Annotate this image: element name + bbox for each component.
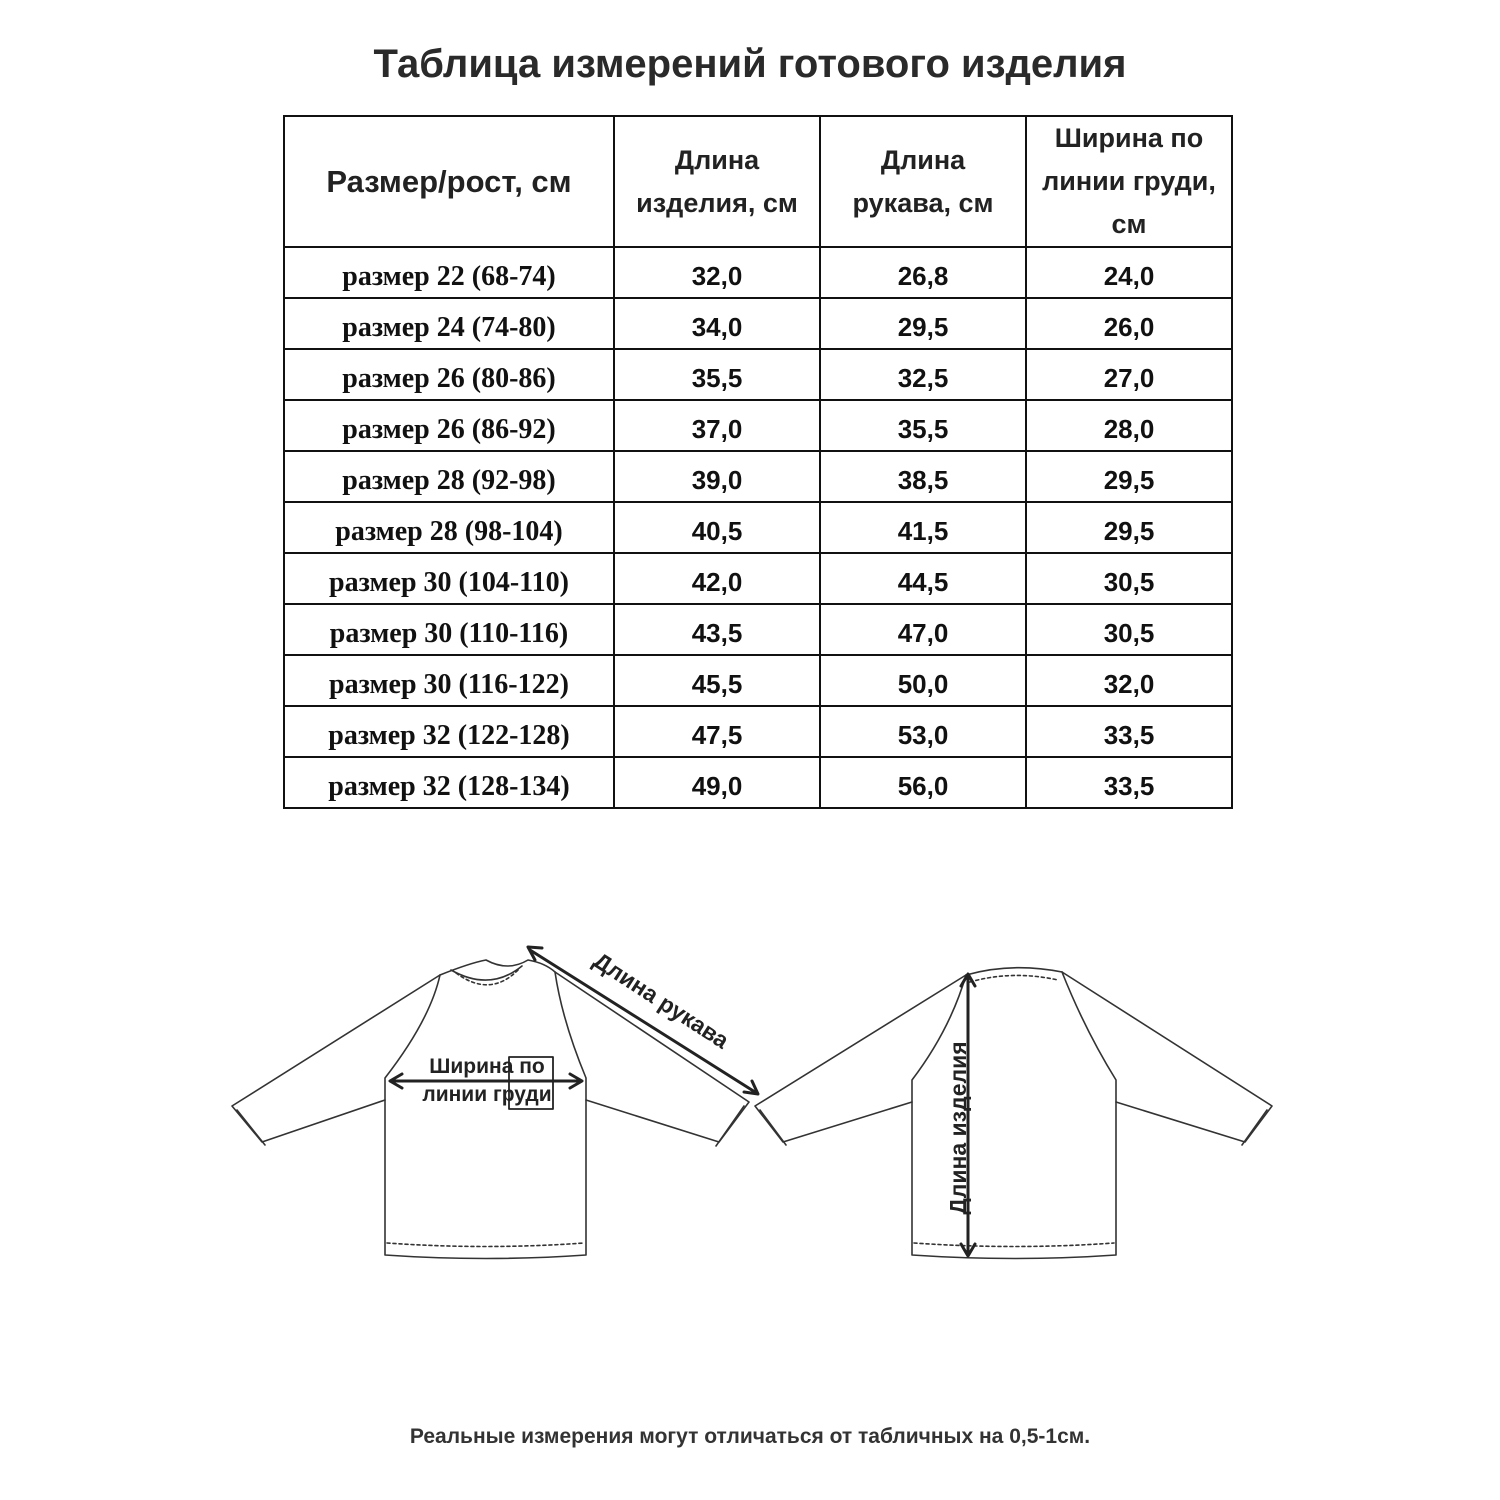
length-cell <box>614 502 820 553</box>
cell-text: 29,5 <box>1103 465 1155 495</box>
chest-cell <box>1026 553 1232 604</box>
chest-cell <box>1026 400 1232 451</box>
table-row <box>284 349 1232 400</box>
cell-text: 56,0 <box>897 771 949 801</box>
table-row <box>284 604 1232 655</box>
table-row <box>284 553 1232 604</box>
sleeve-cell <box>820 451 1026 502</box>
cell-text: 40,5 <box>691 516 743 546</box>
table-row <box>284 757 1232 808</box>
sleeve-cell <box>820 553 1026 604</box>
chest-cell <box>1026 349 1232 400</box>
cell-text: размер 30 (110-116) <box>329 617 569 649</box>
cell-text: 32,0 <box>1103 669 1155 699</box>
size-cell <box>284 502 614 553</box>
cell-text: 49,0 <box>691 771 743 801</box>
cell-text: размер 26 (80-86) <box>342 362 556 394</box>
sleeve-cell <box>820 400 1026 451</box>
sleeve-arrow <box>530 950 755 1092</box>
header-length <box>614 116 820 247</box>
chest-cell <box>1026 247 1232 298</box>
cell-text: 44,5 <box>897 567 949 597</box>
length-cell <box>614 400 820 451</box>
cell-text: 27,0 <box>1103 363 1155 393</box>
cell-text: 42,0 <box>691 567 743 597</box>
cell-text: размер 32 (122-128) <box>328 719 570 751</box>
header-sleeve <box>820 116 1026 247</box>
cell-text: 39,0 <box>691 465 743 495</box>
sleeve-cell <box>820 502 1026 553</box>
chest-cell <box>1026 757 1232 808</box>
table-row <box>284 298 1232 349</box>
back-shirt-sketch <box>755 968 1272 1259</box>
size-cell <box>284 553 614 604</box>
page-title: Таблица измерений готового изделия <box>373 42 1127 86</box>
sleeve-cell <box>820 604 1026 655</box>
cell-text: 35,5 <box>897 414 949 444</box>
length-label: Длина изделия <box>945 1041 971 1215</box>
cell-text: размер 26 (86-92) <box>342 413 556 445</box>
chest-cell <box>1026 706 1232 757</box>
cell-text: 24,0 <box>1103 261 1155 291</box>
sleeve-label: Длина рукава <box>588 946 734 1054</box>
table-header-row <box>284 116 1232 247</box>
chest-label-line1: Ширина по <box>429 1055 545 1078</box>
cell-text: размер 24 (74-80) <box>342 311 556 343</box>
size-cell <box>284 247 614 298</box>
header-sleeve-text: Длина рукава, см <box>852 144 994 218</box>
sleeve-cell <box>820 706 1026 757</box>
cell-text: размер 28 (92-98) <box>342 464 556 496</box>
table-row <box>284 451 1232 502</box>
length-cell <box>614 757 820 808</box>
chest-cell <box>1026 502 1232 553</box>
length-cell <box>614 655 820 706</box>
cell-text: 38,5 <box>897 465 949 495</box>
sleeve-cell <box>820 757 1026 808</box>
sleeve-cell <box>820 298 1026 349</box>
table-row <box>284 502 1232 553</box>
table-body <box>284 247 1232 808</box>
cell-text: 47,5 <box>691 720 743 750</box>
cell-text: 29,5 <box>897 312 949 342</box>
size-cell <box>284 604 614 655</box>
size-cell <box>284 349 614 400</box>
header-chest <box>1026 116 1232 247</box>
size-cell <box>284 655 614 706</box>
length-cell <box>614 349 820 400</box>
table-row <box>284 247 1232 298</box>
table-row <box>284 400 1232 451</box>
cell-text: 30,5 <box>1103 618 1155 648</box>
cell-text: размер 28 (98-104) <box>335 515 563 547</box>
garment-diagram <box>0 920 1500 1280</box>
length-cell <box>614 247 820 298</box>
cell-text: 43,5 <box>691 618 743 648</box>
footnote: Реальные измерения могут отличаться от табличных на 0,5-1см. <box>409 1425 1091 1448</box>
cell-text: 32,0 <box>691 261 743 291</box>
cell-text: 50,0 <box>897 669 949 699</box>
cell-text: 26,8 <box>897 261 949 291</box>
sleeve-cell <box>820 247 1026 298</box>
cell-text: 53,0 <box>897 720 949 750</box>
chest-cell <box>1026 451 1232 502</box>
cell-text: 32,5 <box>897 363 949 393</box>
length-cell <box>614 298 820 349</box>
size-cell <box>284 451 614 502</box>
cell-text: 34,0 <box>691 312 743 342</box>
size-cell <box>284 757 614 808</box>
cell-text: 33,5 <box>1103 771 1155 801</box>
chest-cell <box>1026 655 1232 706</box>
sleeve-cell <box>820 655 1026 706</box>
cell-text: 28,0 <box>1103 414 1155 444</box>
length-cell <box>614 604 820 655</box>
size-cell <box>284 298 614 349</box>
table-row <box>284 655 1232 706</box>
cell-text: 35,5 <box>691 363 743 393</box>
cell-text: размер 30 (104-110) <box>329 566 569 598</box>
size-cell <box>284 400 614 451</box>
header-chest-text: Ширина по линии груди, см <box>1042 123 1216 239</box>
cell-text: 33,5 <box>1103 720 1155 750</box>
header-size: Размер/рост, см <box>284 116 614 247</box>
chest-cell <box>1026 604 1232 655</box>
cell-text: 26,0 <box>1103 312 1155 342</box>
cell-text: 47,0 <box>897 618 949 648</box>
length-cell <box>614 706 820 757</box>
size-table <box>283 115 1233 809</box>
size-cell <box>284 706 614 757</box>
length-cell <box>614 553 820 604</box>
cell-text: 30,5 <box>1103 567 1155 597</box>
sleeve-cell <box>820 349 1026 400</box>
cell-text: размер 32 (128-134) <box>328 770 570 802</box>
cell-text: размер 30 (116-122) <box>329 668 569 700</box>
cell-text: 45,5 <box>691 669 743 699</box>
cell-text: размер 22 (68-74) <box>342 260 556 292</box>
cell-text: 37,0 <box>691 414 743 444</box>
chest-cell <box>1026 298 1232 349</box>
cell-text: 29,5 <box>1103 516 1155 546</box>
chest-label-line2: линии груди <box>422 1083 552 1106</box>
cell-text: 41,5 <box>897 516 949 546</box>
length-cell <box>614 451 820 502</box>
table-row <box>284 706 1232 757</box>
header-length-text: Длина изделия, см <box>636 144 798 218</box>
